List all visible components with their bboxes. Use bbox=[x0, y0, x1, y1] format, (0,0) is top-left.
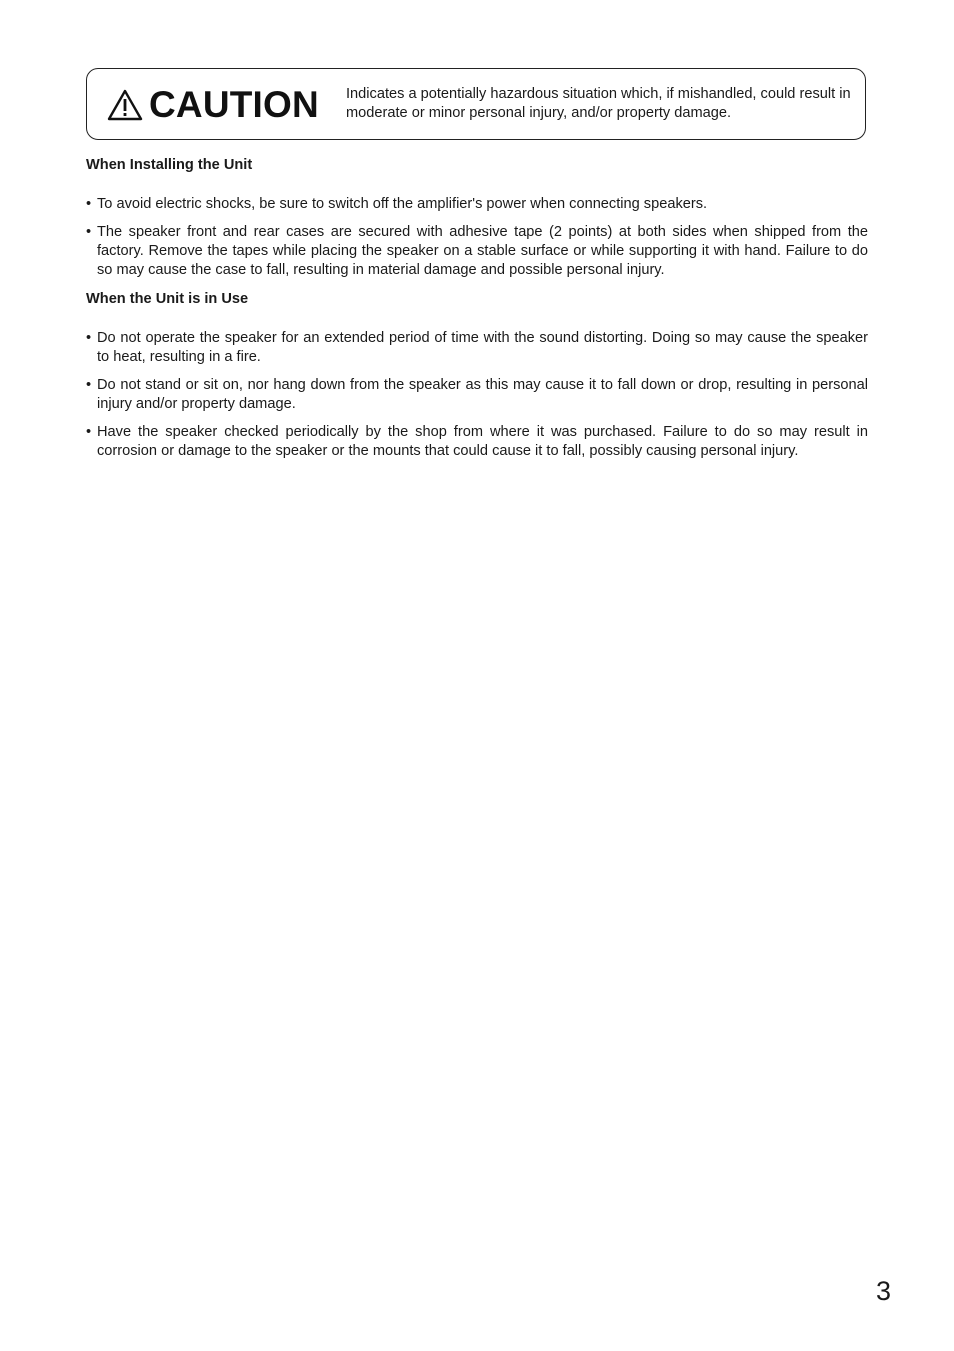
list-item bbox=[86, 195, 868, 214]
list-item-text: The speaker front and rear cases are secured with adhesive tape (2 points) at both sides when shipped from the factory. Remove the tapes while placing the speaker on a stable surface or while supporting it with hand. Failure to do so may cause the case to fall, resulting in material damage and possible personal injury. bbox=[97, 224, 868, 278]
caution-label: CAUTION bbox=[149, 84, 319, 125]
caution-box bbox=[86, 68, 866, 140]
list-item bbox=[86, 329, 868, 367]
list-item-text: Do not stand or sit on, nor hang down from the speaker as this may cause it to fall down or drop, resulting in personal injury and/or property damage. bbox=[97, 377, 868, 412]
installing-list bbox=[86, 195, 868, 280]
list-item-text: Do not operate the speaker for an extended period of time with the sound distorting. Doing so may cause the speaker to heat, resulting in a fire. bbox=[97, 330, 868, 365]
safety-content bbox=[86, 156, 868, 470]
caution-header bbox=[107, 83, 319, 127]
page-number: 3 bbox=[876, 1276, 892, 1306]
bullet: • bbox=[86, 424, 92, 440]
list-item bbox=[86, 376, 868, 414]
caution-description: Indicates a potentially hazardous situation which, if mishandled, could result in moderate or minor personal injury, and/or property damage. bbox=[346, 86, 851, 121]
in-use-list bbox=[86, 329, 868, 461]
section-heading-installing: When Installing the Unit bbox=[86, 157, 253, 173]
list-item bbox=[86, 223, 868, 280]
warning-triangle-icon bbox=[107, 89, 143, 121]
bullet: • bbox=[86, 224, 92, 240]
bullet: • bbox=[86, 330, 92, 346]
list-item-text: To avoid electric shocks, be sure to switch off the amplifier's power when connecting speakers. bbox=[97, 196, 708, 212]
section-heading-in-use: When the Unit is in Use bbox=[86, 291, 249, 307]
bullet: • bbox=[86, 196, 92, 212]
bullet: • bbox=[86, 377, 92, 393]
list-item bbox=[86, 423, 868, 461]
list-item-text: Have the speaker checked periodically by the shop from where it was purchased. Failure to do so may result in corrosion or damage to the speaker or the mounts that could cause it to fall, possibly causing personal injury. bbox=[97, 424, 868, 459]
